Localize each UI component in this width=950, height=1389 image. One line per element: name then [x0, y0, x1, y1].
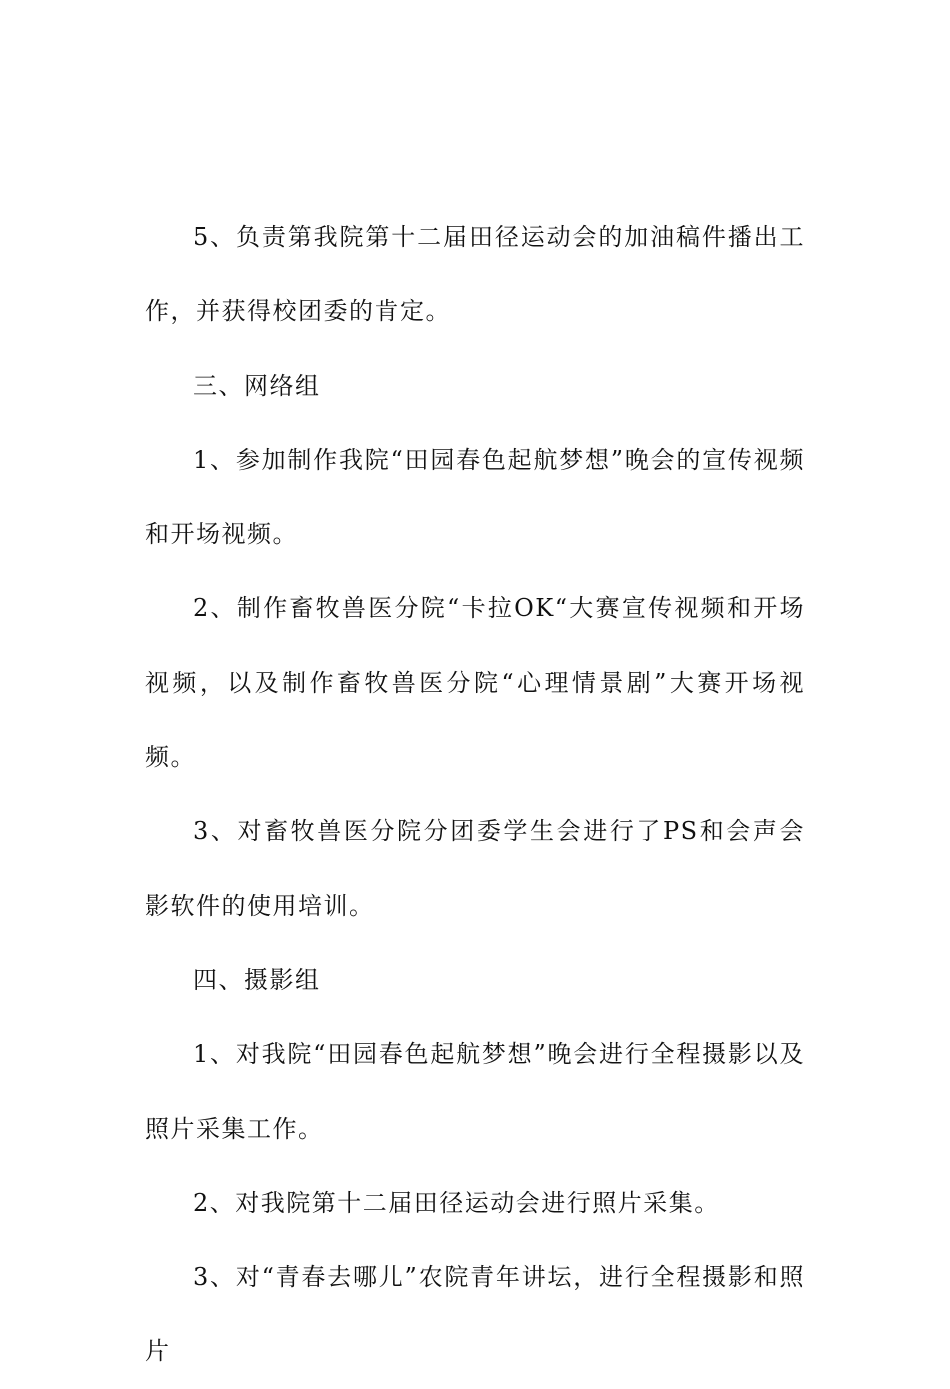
paragraph-network-item-1: 1、参加制作我院“田园春色起航梦想”晚会的宣传视频和开场视频。: [145, 445, 805, 549]
paragraph-network-item-3: 3、对畜牧兽医分院分团委学生会进行了PS和会声会影软件的使用培训。: [145, 817, 805, 920]
paragraph-photography-item-3: 3、对“青春去哪儿”农院青年讲坛，进行全程摄影和照片: [145, 1263, 805, 1366]
paragraph-broadcast-item-5: 5、负责第我院第十二届田径运动会的加油稿件播出工作，并获得校团委的肯定。: [145, 223, 805, 326]
heading-network-group: 三、网络组: [193, 371, 321, 400]
paragraph-photography-item-1: 1、对我院“田园春色起航梦想”晚会进行全程摄影以及照片采集工作。: [145, 1040, 805, 1143]
heading-photography-group: 四、摄影组: [193, 965, 321, 994]
paragraph-photography-item-2: 2、对我院第十二届田径运动会进行照片采集。: [193, 1188, 720, 1217]
paragraph-network-item-2: 2、制作畜牧兽医分院“卡拉OK“大赛宣传视频和开场视频，以及制作畜牧兽医分院“心理情景剧”大赛开场视频。: [145, 594, 805, 772]
document-body: [145, 200, 805, 1389]
